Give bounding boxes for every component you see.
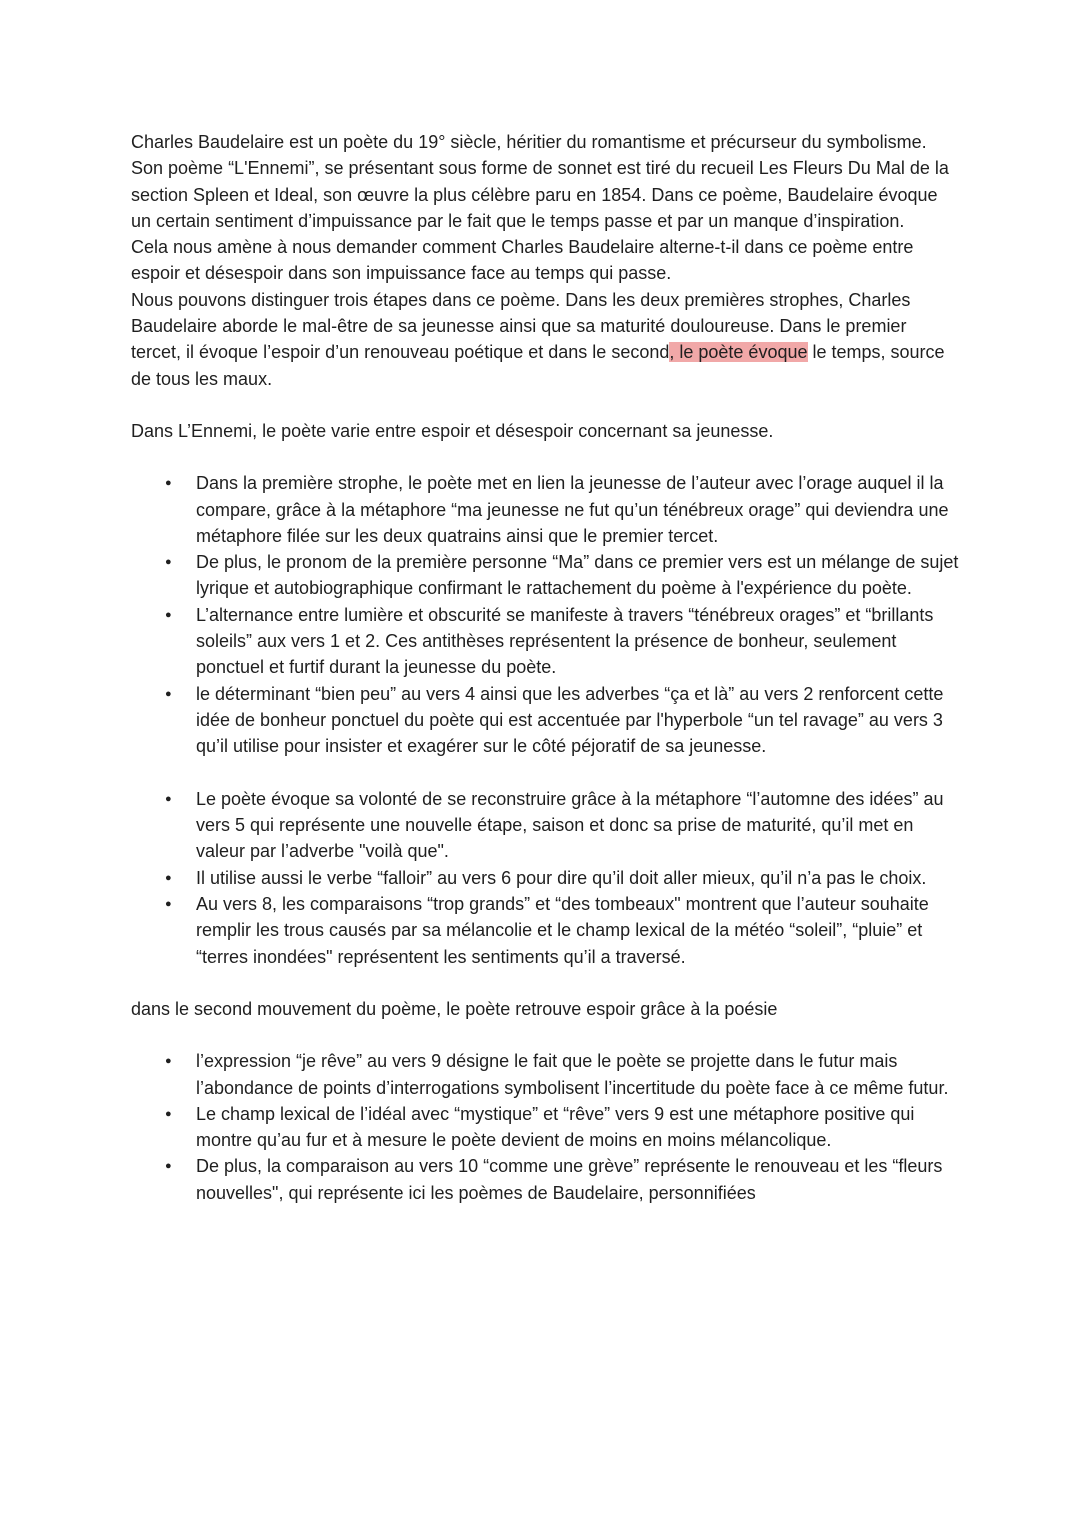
intro-paragraph-3-text: Nous pouvons distinguer trois étapes dans ce poème. Dans les deux premières strophes, Charles Baudelaire aborde le mal-être de sa jeunesse ainsi que sa maturité douloureuse. Dans le premier tercet, il évoque l’espoir d’un renouveau poétique et dans le second — [131, 289, 911, 363]
list-item: ● De plus, le pronom de la première personne “Ma” dans ce premier vers est un mélange de sujet lyrique et autobiographique confirmant le rattachement du poème à l'expérience du poète. — [196, 549, 961, 602]
intro-paragraph-3 — [131, 287, 961, 392]
list-item: ● Au vers 8, les comparaisons “trop grands” et “des tombeaux" montrent que l’auteur souhaite remplir les trous causés par sa mélancolie et le champ lexical de la météo “soleil”, “pluie” et “terres inondées" représentent les sentiments qu’il a traversé. — [196, 891, 961, 970]
intro-paragraph-1: Charles Baudelaire est un poète du 19° siècle, héritier du romantisme et précurseur du symbolisme. Son poème “L'Ennemi”, se présentant sous forme de sonnet est tiré du recueil Les Fleurs Du Mal de la section Spleen et Ideal, son œuvre la plus célèbre paru en 1854. Dans ce poème, Baudelaire évoque un certain sentiment d’impuissance par le fait que le temps passe et par un manque d’inspiration. — [131, 132, 949, 231]
list-item: ● Dans la première strophe, le poète met en lien la jeunesse de l’auteur avec l’orage auquel il la compare, grâce à la métaphore “ma jeunesse ne fut qu’un ténébreux orage” qui deviendra une métaphore filée sur les deux quatrains ainsi que le premier tercet. — [196, 470, 961, 549]
blank-line — [131, 760, 961, 786]
list-item: ● Le poète évoque sa volonté de se reconstruire grâce à la métaphore “l’automne des idées” au vers 5 qui représente une nouvelle étape, saison et donc sa prise de maturité, qu’il met en valeur par l’adverbe "voilà que". — [196, 786, 961, 865]
section-2-title: dans le second mouvement du poème, le poète retrouve espoir grâce à la poésie — [131, 998, 778, 1019]
section-1-list-2 — [131, 786, 961, 970]
list-item: ● De plus, la comparaison au vers 10 “comme une grève” représente le renouveau et les “fleurs nouvelles", qui représente ici les poèmes de Baudelaire, personnifiées — [196, 1153, 961, 1206]
list-item: ● L’alternance entre lumière et obscurité se manifeste à travers “ténébreux orages” et “brillants soleils” aux vers 1 et 2. Ces antithèses représentent la présence de bonheur, seulement ponctuel et furtif durant la jeunesse du poète. — [196, 602, 961, 681]
document-page — [131, 129, 961, 1206]
section-1-title: Dans L’Ennemi, le poète varie entre espoir et désespoir concernant sa jeunesse. — [131, 420, 774, 441]
section-1-list-1 — [131, 470, 961, 759]
list-item: ● le déterminant “bien peu” au vers 4 ainsi que les adverbes “ça et là” au vers 2 renforcent cette idée de bonheur ponctuel du poète qui est accentuée par l'hyperbole “un tel ravage” au vers 3 qu’il utilise pour insister et exagérer sur le côté péjoratif de sa jeunesse. — [196, 681, 961, 760]
intro-paragraph-3-end: le temps, source de tous les maux. — [131, 342, 945, 389]
section-2-list — [131, 1048, 961, 1206]
list-item: ● l’expression “je rêve” au vers 9 désigne le fait que le poète se projette dans le futur mais l’abondance de points d’interrogations symbolisent l’incertitude du poète face à ce même futur. — [196, 1048, 961, 1101]
list-item: ● Le champ lexical de l’idéal avec “mystique” et “rêve” vers 9 est une métaphore positive qui montre qu’au fur et à mesure le poète devient de moins en moins mélancolique. — [196, 1101, 961, 1154]
highlighted-text: , le poète évoque — [669, 342, 808, 363]
intro-paragraph-2: Cela nous amène à nous demander comment Charles Baudelaire alterne-t-il dans ce poème entre espoir et désespoir dans son impuissance face au temps qui passe. — [131, 237, 914, 284]
introduction — [131, 129, 961, 392]
list-item: ● Il utilise aussi le verbe “falloir” au vers 6 pour dire qu’il doit aller mieux, qu’il n’a pas le choix. — [196, 865, 961, 891]
